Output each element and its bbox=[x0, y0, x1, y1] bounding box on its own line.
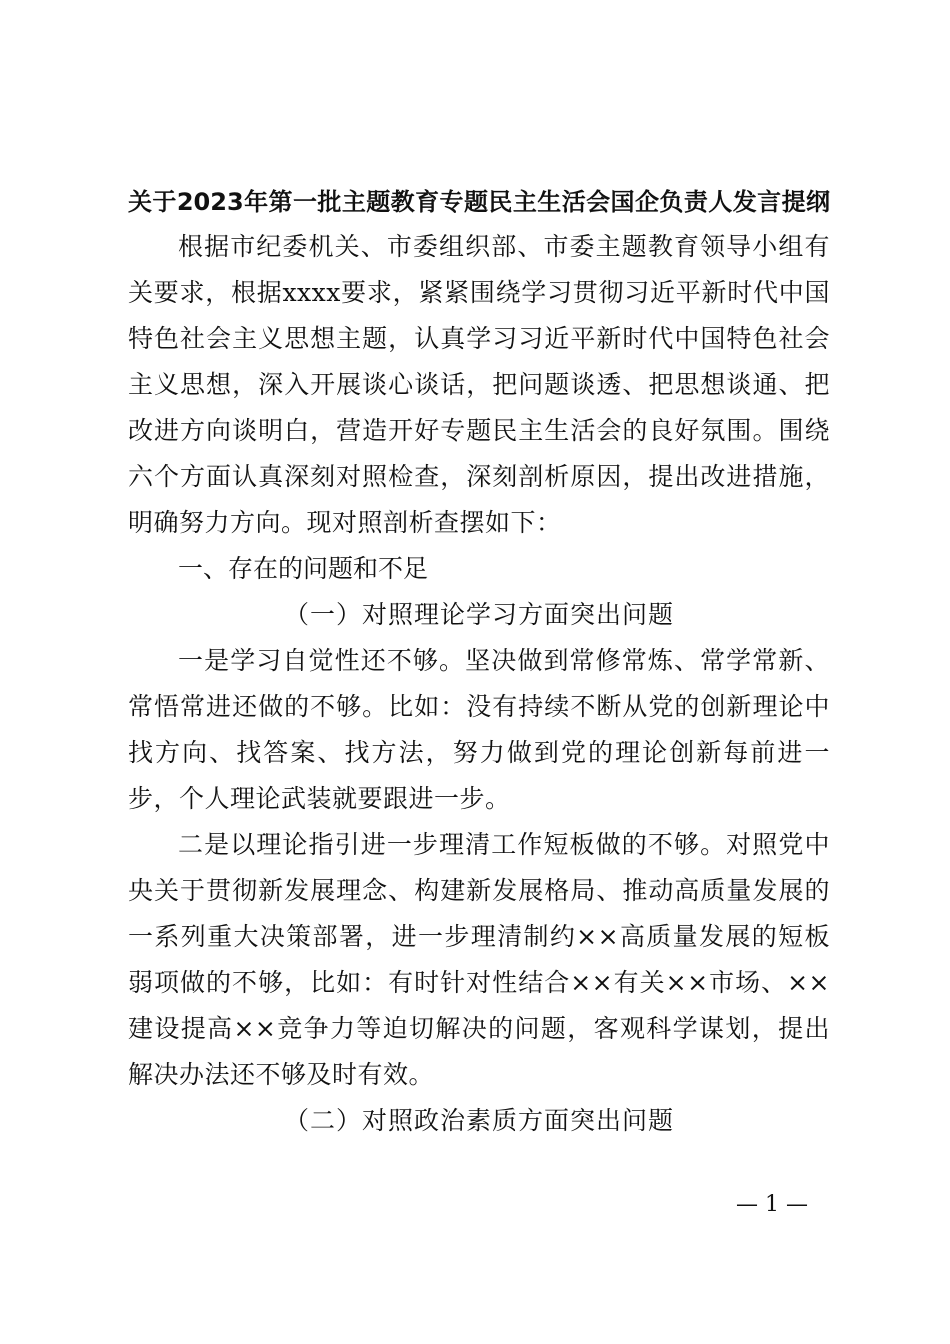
paragraph-study-consciousness: 一是学习自觉性还不够。坚决做到常修常炼、常学常新、常悟常进还做的不够。比如：没有持续不断从党的创新理论中找方向、找答案、找方法，努力做到党的理论创新每前进一步，个人理论武装就要跟进一步。 bbox=[128, 646, 830, 813]
section-heading-problems: 一、存在的问题和不足 bbox=[178, 554, 429, 583]
subsection-heading-theory: （一）对照理论学习方面突出问题 bbox=[283, 600, 674, 629]
paragraph-work-shortcomings: 二是以理论指引进一步理清工作短板做的不够。对照党中央关于贯彻新发展理念、构建新发展格局、推动高质量发展的一系列重大决策部署，进一步理清制约××高质量发展的短板弱项做的不够，比如：有时针对性结合××有关××市场、××建设提高××竞争力等迫切解决的问题，客观科学谋划，提出解决办法还不够及时有效。 bbox=[128, 830, 830, 1089]
page-number: — 1 — bbox=[736, 1192, 808, 1217]
intro-paragraph: 根据市纪委机关、市委组织部、市委主题教育领导小组有关要求，根据xxxx要求，紧紧围绕学习贯彻习近平新时代中国特色社会主义思想主题，认真学习习近平新时代中国特色社会主义思想，深入开展谈心谈话，把问题谈透、把思想谈通、把改进方向谈明白，营造开好专题民主生活会的良好氛围。围绕六个方面认真深刻对照检查，深刻剖析原因，提出改进措施，明确努力方向。现对照剖析查摆如下： bbox=[128, 232, 830, 537]
subsection-heading-political: （二）对照政治素质方面突出问题 bbox=[283, 1106, 674, 1135]
document-title: 关于2023年第一批主题教育专题民主生活会国企负责人发言提纲 bbox=[128, 188, 830, 216]
document-body bbox=[128, 180, 830, 1144]
